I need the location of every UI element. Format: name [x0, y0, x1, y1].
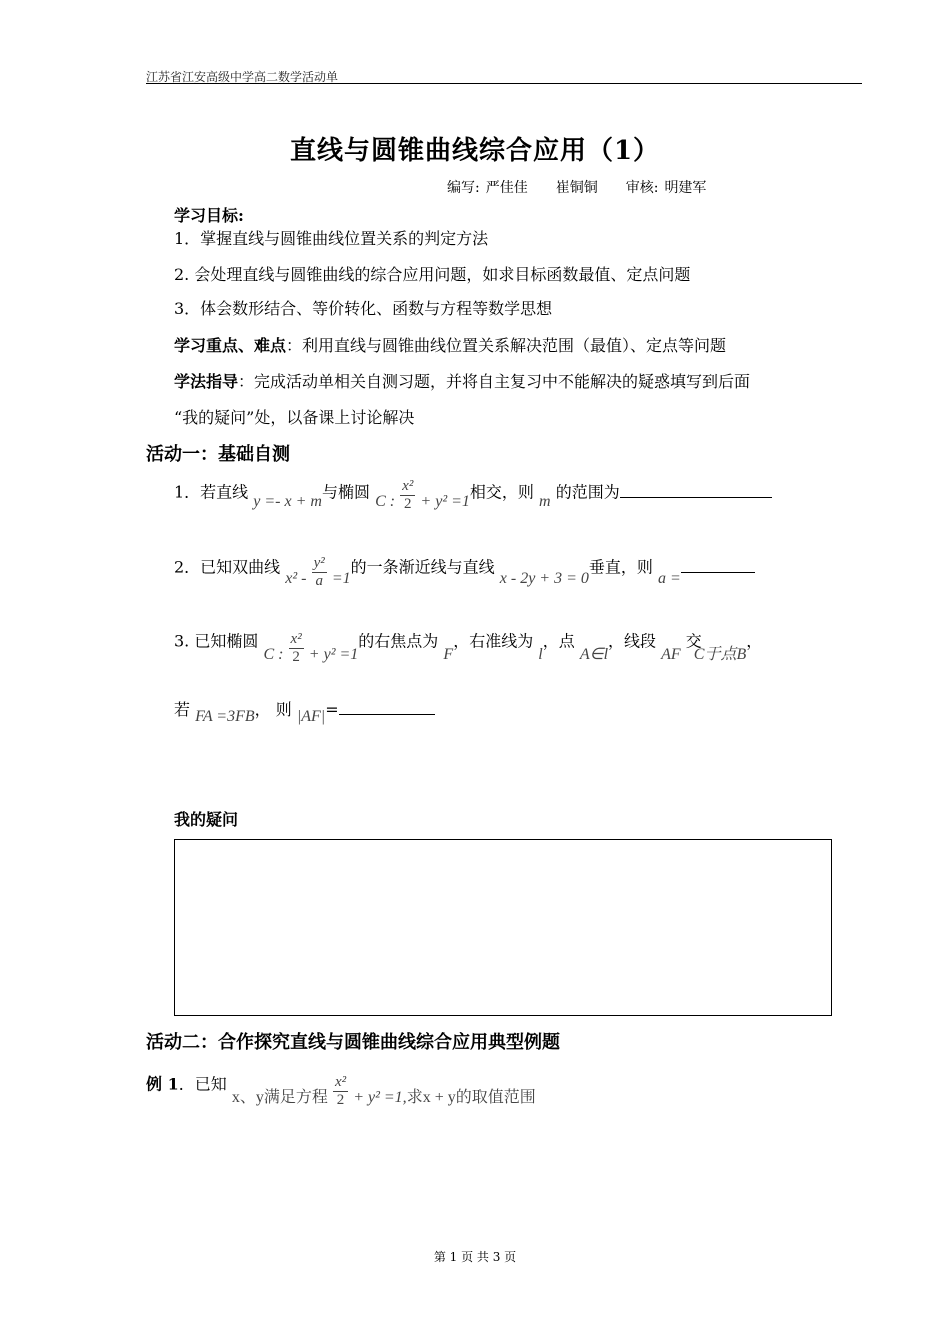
q2-hyp-rest: =1: [331, 569, 351, 587]
writer-1: 严佳佳: [485, 180, 528, 196]
page-title: 直线与圆锥曲线综合应用（1）: [289, 136, 661, 166]
q1-end: 的范围为: [555, 482, 620, 502]
activity1-heading: 活动一：基础自测: [146, 444, 290, 465]
q3-t2: ，右准线为: [453, 631, 534, 651]
example1-label: 例 1: [146, 1074, 179, 1094]
goal-item-2: 2. 会处理直线与圆锥曲线的综合应用问题，如求目标函数最值、定点问题: [174, 265, 691, 284]
q1-frac-num: x²: [402, 478, 414, 494]
key-points-label: 学习重点、难点: [174, 336, 287, 355]
method-line: [174, 369, 750, 392]
q1-ellipse-rest: + y² =1: [420, 492, 470, 510]
page-footer: 第 1 页 共 3 页: [433, 1250, 517, 1264]
goal-item-1: 1．掌握直线与圆锥曲线位置关系的判定方法: [174, 229, 489, 248]
q2-hyp-x: x² -: [285, 569, 307, 587]
q1-prefix: 1．若直线: [174, 482, 249, 502]
q3-fraction: [289, 631, 304, 665]
q2-frac-num: y²: [313, 555, 325, 571]
q3-abs-af: |AF|: [296, 708, 326, 725]
example1-frac-num: x²: [334, 1074, 347, 1090]
question-2: [174, 551, 755, 589]
q3-eq: =: [325, 700, 339, 719]
q1-var: m: [539, 492, 551, 510]
method-label: 学法指导: [174, 372, 239, 391]
q1-ellipse-c: C :: [375, 492, 396, 510]
q3-t1: 的右焦点为: [358, 631, 439, 651]
q2-var: a =: [658, 569, 681, 587]
question-3-line-2: [174, 697, 435, 725]
key-points-line: [174, 333, 726, 356]
example1-ask: 求x + y的取值范围: [406, 1088, 536, 1106]
goals-label: 学习目标:: [174, 206, 244, 225]
q3-frac-num: x²: [290, 631, 302, 647]
q3-prefix: 3. 已知椭圆: [174, 631, 259, 651]
q3-t6: ，: [746, 631, 763, 651]
q3-ellipse-rest: + y² =1: [308, 645, 359, 663]
q1-fraction: [400, 478, 415, 512]
key-points-text: ：利用直线与圆锥曲线位置关系解决范围（最值）、定点等问题: [286, 336, 727, 355]
q3-f: F: [443, 645, 454, 663]
q3-l: l: [538, 645, 543, 663]
q3-c-point: C于点B: [693, 645, 747, 663]
activity2-heading: 活动二：合作探究直线与圆锥曲线综合应用典型例题: [146, 1032, 560, 1053]
q3-cond: FA =3FB: [195, 708, 255, 725]
authors-line: [447, 177, 734, 197]
q3-af: AF: [661, 645, 681, 663]
example1-prefix: ．已知: [178, 1074, 227, 1094]
q1-answer-blank[interactable]: [620, 483, 772, 498]
my-questions-box[interactable]: [174, 839, 832, 1016]
q3-line2-mid: ， 则: [254, 700, 292, 719]
reviewer-label: 审核:: [625, 180, 659, 196]
example-1: [146, 1068, 536, 1108]
goal-item-3: 3．体会数形结合、等价转化、函数与方程等数学思想: [174, 299, 553, 318]
example1-frac-den: 2: [336, 1091, 345, 1108]
q3-line2-prefix: 若: [174, 700, 191, 719]
q1-mid: 与椭圆: [321, 482, 370, 502]
q2-suffix: 垂直，则: [588, 557, 653, 577]
question-3: [174, 625, 763, 665]
reviewer: 明建军: [664, 180, 707, 196]
writer-2: 崔铜铜: [555, 180, 598, 196]
example1-vars: x、y满足方程: [231, 1088, 328, 1106]
q2-prefix: 2．已知双曲线: [174, 557, 281, 577]
q1-line-eq: y =- x + m: [253, 492, 322, 510]
q2-frac-den: a: [315, 572, 323, 589]
q3-frac-den: 2: [292, 648, 300, 665]
header-divider: [146, 83, 862, 84]
example1-eq-rest: + y² =1,: [353, 1088, 407, 1106]
header-school: 江苏省江安高级中学高二数学活动单: [146, 70, 339, 84]
q2-fraction: [312, 555, 327, 589]
q1-suffix: 相交，则: [469, 482, 534, 502]
q2-line-eq: x - 2y + 3 = 0: [499, 569, 589, 587]
q2-mid: 的一条渐近线与直线: [350, 557, 495, 577]
question-1: [174, 476, 772, 510]
q2-answer-blank[interactable]: [681, 558, 755, 573]
q3-a-in-l: A∈l: [579, 645, 609, 663]
q3-t4: ，线段: [608, 631, 657, 651]
q3-t3: ，点: [542, 631, 575, 651]
q3-answer-blank[interactable]: [339, 700, 435, 715]
q3-ellipse-c: C :: [263, 645, 284, 663]
q3-t5: 交: [685, 631, 702, 651]
writers-label: 编写:: [447, 180, 480, 196]
q1-frac-den: 2: [404, 495, 412, 512]
example1-fraction: [333, 1074, 348, 1108]
method-line-2: “我的疑问”处，以备课上讨论解决: [174, 408, 415, 427]
method-text: ：完成活动单相关自测习题，并将自主复习中不能解决的疑惑填写到后面: [238, 372, 751, 391]
my-questions-label: 我的疑问: [174, 810, 239, 829]
